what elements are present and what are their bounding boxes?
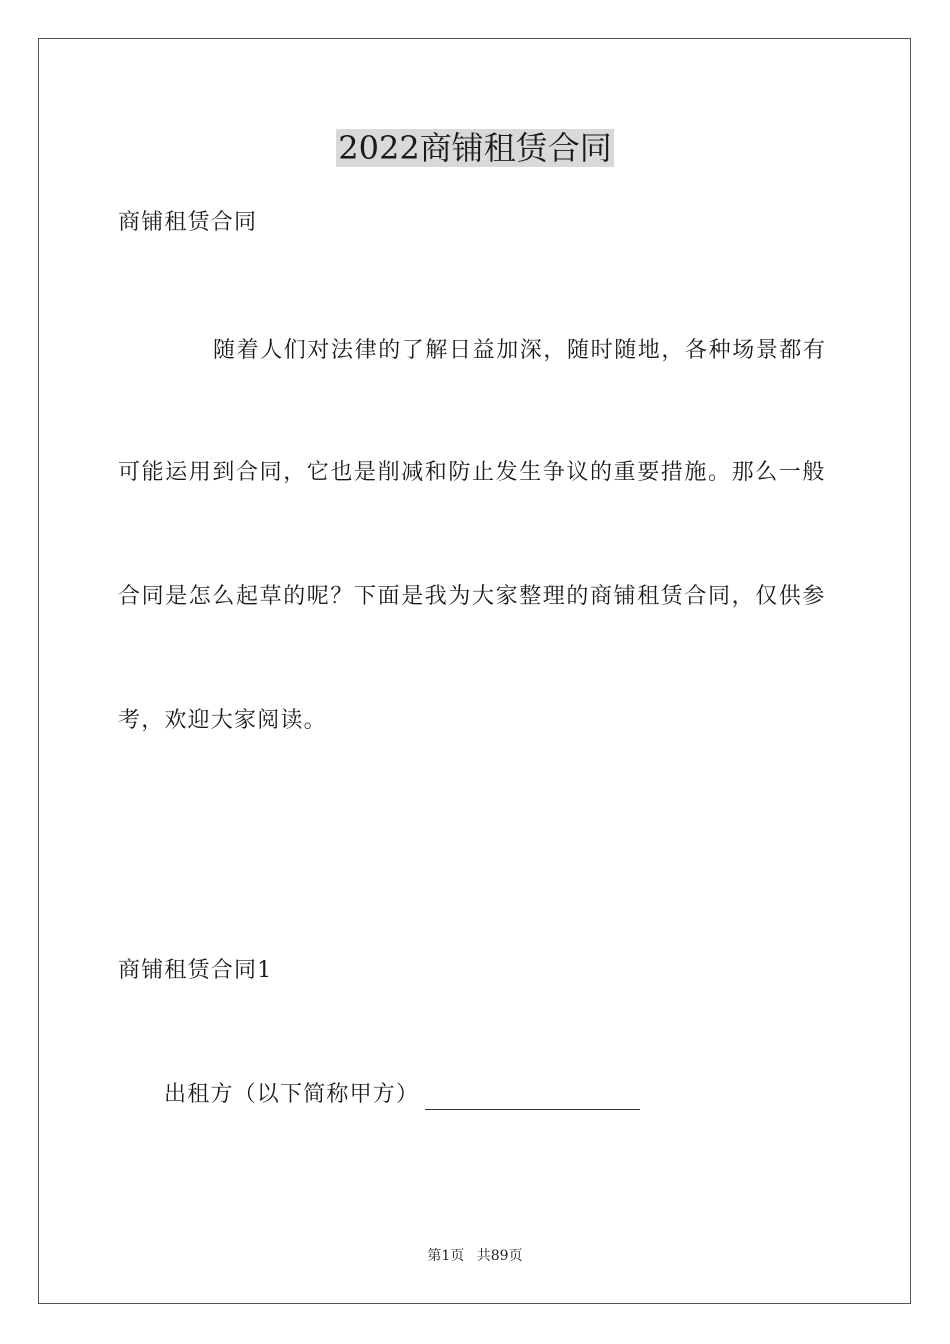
- page-current: 第1页: [427, 1248, 465, 1264]
- page-total: 共89页: [476, 1248, 523, 1264]
- intro-line-3: 合同是怎么起草的呢？下面是我为大家整理的商铺租赁合同，仅供参: [118, 584, 827, 609]
- document-title-text: 2022商铺租赁合同: [338, 129, 612, 167]
- intro-line-1: 随着人们对法律的了解日益加深，随时随地，各种场景都有: [213, 338, 827, 363]
- lessor-party-label: 出租方（以下简称甲方）: [164, 1082, 420, 1107]
- document-title: [0, 128, 950, 168]
- lessor-name-blank[interactable]: [425, 1087, 640, 1110]
- section-heading: 商铺租赁合同1: [118, 958, 273, 983]
- lessor-party-line: [164, 1080, 640, 1110]
- page-footer: [0, 1246, 950, 1266]
- intro-line-4: 考，欢迎大家阅读。: [118, 708, 327, 733]
- document-subtitle: 商铺租赁合同: [118, 210, 258, 235]
- intro-line-2: 可能运用到合同，它也是削减和防止发生争议的重要措施。那么一般: [118, 460, 827, 485]
